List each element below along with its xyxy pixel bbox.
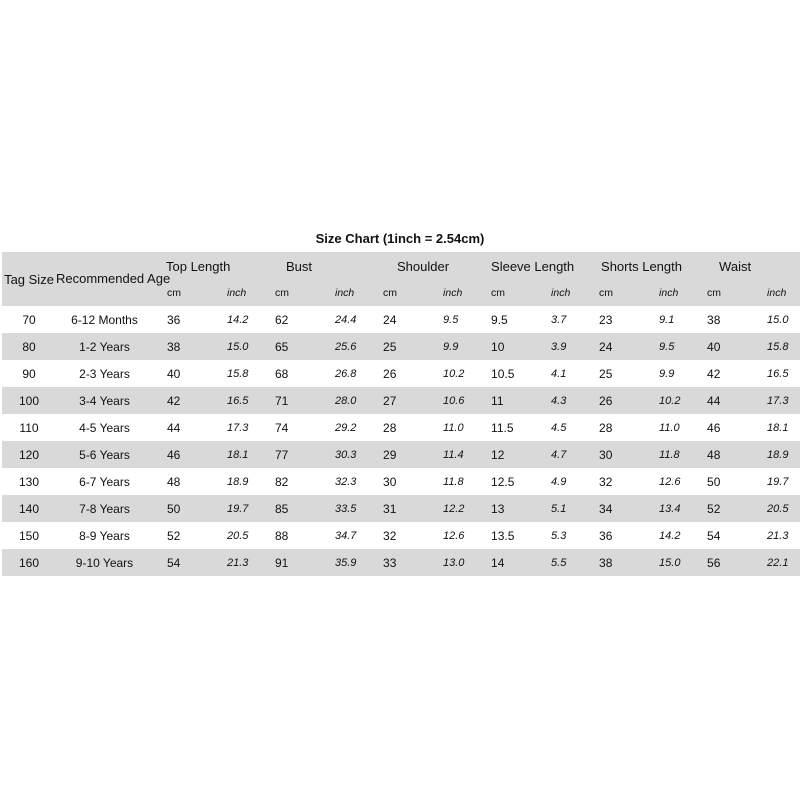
age-cell: 5-6 Years (79, 447, 130, 462)
cm-value-cell: 54 (707, 528, 721, 543)
inch-value-cell: 5.1 (551, 502, 567, 515)
header-top-length: Top Length (166, 258, 231, 274)
unit-inch: inch (659, 287, 679, 299)
cm-value-cell: 25 (599, 366, 613, 381)
chart-title: Size Chart (1inch = 2.54cm) (315, 231, 485, 246)
cm-value-cell: 40 (707, 339, 721, 354)
inch-value-cell: 16.5 (227, 394, 249, 407)
inch-value-cell: 15.0 (227, 340, 249, 353)
cm-value-cell: 52 (707, 501, 721, 516)
inch-value-cell: 11.8 (659, 448, 680, 461)
tag-size-cell: 110 (19, 420, 39, 435)
cm-value-cell: 52 (167, 528, 181, 543)
cm-value-cell: 42 (167, 393, 181, 408)
inch-value-cell: 4.5 (551, 421, 567, 434)
cm-value-cell: 44 (167, 420, 181, 435)
tag-size-cell: 100 (18, 393, 40, 408)
header-shoulder: Shoulder (397, 258, 450, 274)
tag-size-cell: 140 (18, 501, 40, 516)
tag-size-cell: 150 (18, 528, 40, 543)
cm-value-cell: 12 (491, 447, 505, 462)
unit-cm: cm (599, 287, 614, 299)
inch-value-cell: 4.3 (551, 394, 567, 407)
cm-value-cell: 50 (167, 501, 181, 516)
inch-value-cell: 9.9 (443, 340, 459, 353)
inch-value-cell: 15.0 (767, 313, 789, 326)
inch-value-cell: 12.2 (443, 502, 465, 515)
cm-value-cell: 36 (167, 312, 181, 327)
tag-size-cell: 120 (18, 447, 40, 462)
unit-cm: cm (383, 287, 398, 299)
age-cell: 1-2 Years (79, 339, 130, 354)
inch-value-cell: 4.1 (551, 367, 567, 380)
tag-size-cell: 90 (22, 366, 36, 381)
cm-value-cell: 12.5 (491, 474, 515, 489)
header-row-groups (2, 252, 800, 280)
cm-value-cell: 33 (383, 555, 397, 570)
inch-value-cell: 20.5 (767, 502, 789, 515)
cm-value-cell: 9.5 (491, 312, 508, 327)
cm-value-cell: 32 (383, 528, 397, 543)
unit-inch: inch (227, 287, 247, 299)
cm-value-cell: 38 (167, 339, 181, 354)
inch-value-cell: 29.2 (335, 421, 357, 434)
inch-value-cell: 11.0 (659, 421, 680, 434)
cm-value-cell: 10.5 (491, 366, 515, 381)
age-cell: 4-5 Years (79, 420, 130, 435)
inch-value-cell: 20.5 (227, 529, 249, 542)
table-row (2, 387, 800, 414)
cm-value-cell: 82 (275, 474, 289, 489)
age-cell: 6-12 Months (71, 312, 138, 327)
inch-value-cell: 11.4 (443, 448, 464, 461)
cm-value-cell: 56 (707, 555, 721, 570)
inch-value-cell: 4.9 (551, 475, 567, 488)
table-row (2, 495, 800, 522)
inch-value-cell: 13.0 (443, 556, 465, 569)
age-cell: 8-9 Years (79, 528, 130, 543)
inch-value-cell: 34.7 (335, 529, 357, 542)
inch-value-cell: 9.5 (443, 313, 459, 326)
inch-value-cell: 4.7 (551, 448, 567, 461)
inch-value-cell: 9.9 (659, 367, 675, 380)
unit-cm: cm (275, 287, 289, 299)
inch-value-cell: 9.5 (659, 340, 675, 353)
tag-size-cell: 70 (22, 312, 36, 327)
inch-value-cell: 19.7 (227, 502, 249, 515)
table-row (2, 441, 800, 468)
cm-value-cell: 34 (599, 501, 613, 516)
inch-value-cell: 12.6 (659, 475, 681, 488)
cm-value-cell: 44 (707, 393, 721, 408)
table-row (2, 333, 800, 360)
cm-value-cell: 26 (599, 393, 613, 408)
unit-inch: inch (335, 287, 355, 299)
inch-value-cell: 17.3 (227, 421, 249, 434)
cm-value-cell: 46 (707, 420, 721, 435)
inch-value-cell: 22.1 (767, 556, 789, 569)
cm-value-cell: 40 (167, 366, 181, 381)
cm-value-cell: 50 (707, 474, 721, 489)
inch-value-cell: 10.2 (443, 367, 465, 380)
cm-value-cell: 11 (491, 393, 504, 408)
cm-value-cell: 68 (275, 366, 289, 381)
unit-inch: inch (767, 287, 787, 299)
cm-value-cell: 30 (383, 474, 397, 489)
cm-value-cell: 11.5 (491, 420, 514, 435)
inch-value-cell: 18.9 (227, 475, 249, 488)
cm-value-cell: 62 (275, 312, 289, 327)
unit-cm: cm (491, 287, 506, 299)
inch-value-cell: 21.3 (767, 529, 789, 542)
inch-value-cell: 3.9 (551, 340, 567, 353)
inch-value-cell: 10.2 (659, 394, 681, 407)
cm-value-cell: 48 (707, 447, 721, 462)
cm-value-cell: 85 (275, 501, 289, 516)
inch-value-cell: 35.9 (335, 556, 357, 569)
cm-value-cell: 13.5 (491, 528, 515, 543)
cm-value-cell: 14 (491, 555, 505, 570)
cm-value-cell: 36 (599, 528, 613, 543)
header-bust: Bust (286, 258, 313, 274)
inch-value-cell: 13.4 (659, 502, 681, 515)
tag-size-cell: 80 (22, 339, 36, 354)
cm-value-cell: 23 (599, 312, 613, 327)
unit-cm: cm (707, 287, 722, 299)
age-cell: 3-4 Years (79, 393, 130, 408)
cm-value-cell: 27 (383, 393, 397, 408)
inch-value-cell: 21.3 (227, 556, 249, 569)
cm-value-cell: 31 (383, 501, 397, 516)
age-cell: 2-3 Years (79, 366, 130, 381)
header-waist: Waist (719, 258, 752, 274)
inch-value-cell: 15.8 (767, 340, 789, 353)
header-shorts-length: Shorts Length (601, 258, 682, 274)
table-row (2, 468, 800, 495)
unit-cm: cm (167, 287, 181, 299)
inch-value-cell: 19.7 (767, 475, 789, 488)
header-sleeve-length: Sleeve Length (491, 258, 575, 274)
cm-value-cell: 71 (275, 393, 289, 408)
unit-inch: inch (443, 287, 463, 299)
table-row (2, 549, 800, 576)
cm-value-cell: 25 (383, 339, 397, 354)
cm-value-cell: 13 (491, 501, 505, 516)
cm-value-cell: 28 (599, 420, 613, 435)
inch-value-cell: 28.0 (335, 394, 357, 407)
inch-value-cell: 12.6 (443, 529, 465, 542)
inch-value-cell: 18.1 (227, 448, 249, 461)
cm-value-cell: 65 (275, 339, 289, 354)
size-rows (2, 306, 800, 576)
cm-value-cell: 46 (167, 447, 181, 462)
inch-value-cell: 15.8 (227, 367, 249, 380)
cm-value-cell: 30 (599, 447, 613, 462)
inch-value-cell: 15.0 (659, 556, 681, 569)
tag-size-cell: 160 (18, 555, 40, 570)
header-recommended-age: Recommended Age (56, 271, 171, 286)
inch-value-cell: 33.5 (335, 502, 357, 515)
cm-value-cell: 91 (275, 555, 289, 570)
unit-inch: inch (551, 287, 571, 299)
tag-size-cell: 130 (18, 474, 40, 489)
cm-value-cell: 32 (599, 474, 613, 489)
cm-value-cell: 88 (275, 528, 289, 543)
table-row (2, 360, 800, 387)
inch-value-cell: 26.8 (335, 367, 357, 380)
inch-value-cell: 11.0 (443, 421, 464, 434)
inch-value-cell: 3.7 (551, 313, 567, 326)
size-chart-table (2, 252, 800, 576)
inch-value-cell: 14.2 (227, 313, 249, 326)
inch-value-cell: 16.5 (767, 367, 789, 380)
age-cell: 6-7 Years (79, 474, 130, 489)
inch-value-cell: 14.2 (659, 529, 681, 542)
inch-value-cell: 17.3 (767, 394, 789, 407)
cm-value-cell: 77 (275, 447, 289, 462)
table-row (2, 522, 800, 549)
inch-value-cell: 11.8 (443, 475, 464, 488)
cm-value-cell: 38 (707, 312, 721, 327)
table-row (2, 414, 800, 441)
cm-value-cell: 42 (707, 366, 721, 381)
age-cell: 7-8 Years (79, 501, 130, 516)
header-tag-size: Tag Size (4, 271, 54, 287)
cm-value-cell: 26 (383, 366, 397, 381)
cm-value-cell: 10 (491, 339, 505, 354)
age-cell: 9-10 Years (75, 555, 134, 570)
inch-value-cell: 32.3 (335, 475, 357, 488)
cm-value-cell: 54 (167, 555, 181, 570)
inch-value-cell: 5.5 (551, 556, 567, 569)
cm-value-cell: 24 (383, 312, 397, 327)
table-row (2, 306, 800, 333)
inch-value-cell: 18.9 (767, 448, 789, 461)
inch-value-cell: 9.1 (659, 313, 675, 326)
cm-value-cell: 48 (167, 474, 181, 489)
inch-value-cell: 10.6 (443, 394, 465, 407)
cm-value-cell: 38 (599, 555, 613, 570)
cm-value-cell: 74 (275, 420, 289, 435)
cm-value-cell: 24 (599, 339, 613, 354)
cm-value-cell: 29 (383, 447, 397, 462)
inch-value-cell: 18.1 (767, 421, 789, 434)
inch-value-cell: 5.3 (551, 529, 567, 542)
inch-value-cell: 25.6 (335, 340, 357, 353)
cm-value-cell: 28 (383, 420, 397, 435)
inch-value-cell: 30.3 (335, 448, 357, 461)
inch-value-cell: 24.4 (335, 313, 357, 326)
